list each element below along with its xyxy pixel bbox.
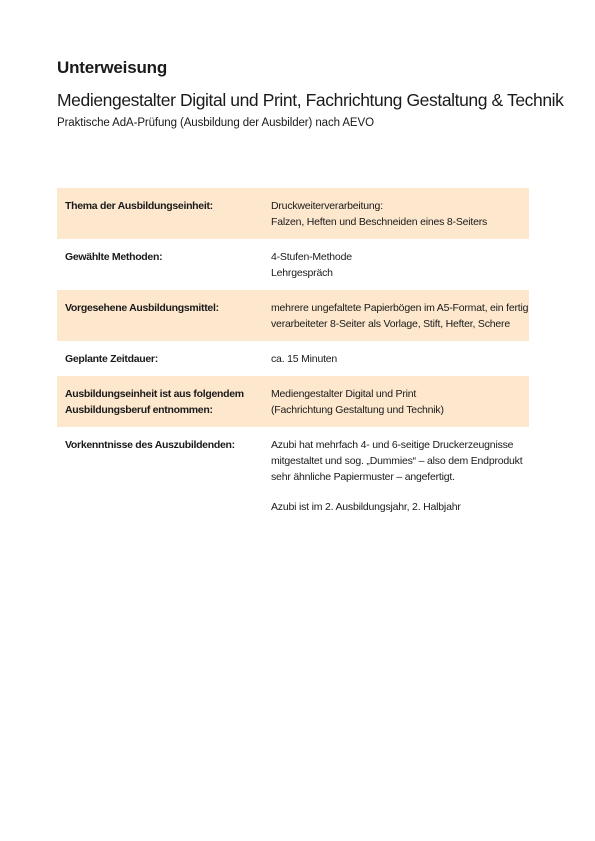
row-label xyxy=(65,437,271,515)
info-table xyxy=(57,188,529,524)
document-type-heading: Unterweisung xyxy=(57,58,168,77)
row-value xyxy=(271,249,529,281)
row-value-line: Azubi ist im 2. Ausbildungsjahr, 2. Halbjahr xyxy=(271,501,461,513)
row-value-line: Druckweiterverarbeitung: xyxy=(271,200,383,212)
table-row-duration xyxy=(57,341,529,376)
document-title: Mediengestalter Digital und Print, Fachrichtung Gestaltung & Technik xyxy=(57,90,564,110)
row-value-line: Lehrgespräch xyxy=(271,267,333,279)
row-value-line: (Fachrichtung Gestaltung und Technik) xyxy=(271,404,444,416)
table-row-materials xyxy=(57,290,529,341)
row-label xyxy=(65,249,271,281)
row-label-line: Ausbildungseinheit ist aus folgendem xyxy=(65,388,244,400)
row-label-line: Vorkenntnisse des Auszubildenden: xyxy=(65,439,235,451)
row-value xyxy=(271,198,529,230)
row-value-line: Mediengestalter Digital und Print xyxy=(271,388,417,400)
document-subtitle: Praktische AdA-Prüfung (Ausbildung der Ausbilder) nach AEVO xyxy=(57,117,374,129)
row-value-line: Falzen, Heften und Beschneiden eines 8-Seiters xyxy=(271,216,488,228)
row-label xyxy=(65,351,271,367)
table-row-occupation xyxy=(57,376,529,427)
row-label-line: Ausbildungsberuf entnommen: xyxy=(65,404,213,416)
row-value-line: Azubi hat mehrfach 4- und 6-seitige Druckerzeugnisse xyxy=(271,439,514,451)
row-value xyxy=(271,300,529,332)
paragraph-gap xyxy=(271,485,529,499)
row-value xyxy=(271,351,529,367)
row-value-line: verarbeiteter 8-Seiter als Vorlage, Stift, Hefter, Schere xyxy=(271,318,510,330)
row-label-line: Gewählte Methoden: xyxy=(65,251,163,263)
table-row-methods xyxy=(57,239,529,290)
row-label-line: Thema der Ausbildungseinheit: xyxy=(65,200,213,212)
row-value-line: sehr ähnliche Papiermuster – angefertigt. xyxy=(271,471,455,483)
row-label xyxy=(65,300,271,332)
row-label-line: Geplante Zeitdauer: xyxy=(65,353,158,365)
row-label-line: Vorgesehene Ausbildungsmittel: xyxy=(65,302,219,314)
table-row-topic xyxy=(57,188,529,239)
row-value xyxy=(271,437,529,515)
row-label xyxy=(65,198,271,230)
row-value-line: ca. 15 Minuten xyxy=(271,353,338,365)
row-value-line: mehrere ungefaltete Papierbögen im A5-Format, ein fertig xyxy=(271,302,529,314)
row-value-line: mitgestaltet und sog. „Dummies“ – also dem Endprodukt xyxy=(271,455,523,467)
row-label xyxy=(65,386,271,418)
row-value-line: 4-Stufen-Methode xyxy=(271,251,352,263)
row-value xyxy=(271,386,529,418)
table-row-prior-knowledge xyxy=(57,427,529,524)
